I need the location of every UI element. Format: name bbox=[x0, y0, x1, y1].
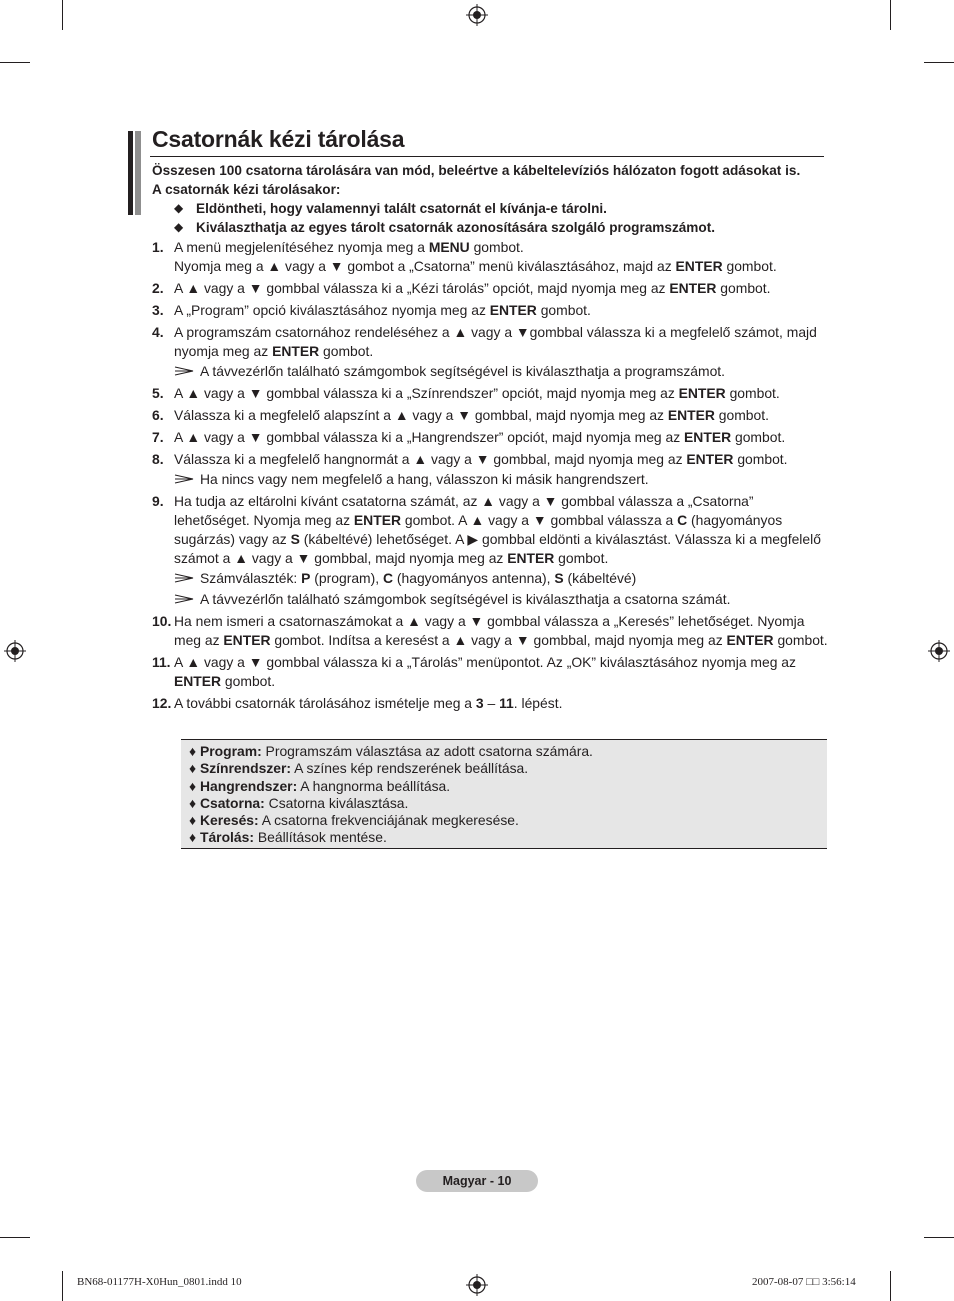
info-row: ♦ Hangrendszer: A hangnorma beállítása. bbox=[189, 777, 451, 794]
step-4: 4. A programszám csatornához rendeléséhez a ▲ vagy a ▼gombbal válassza ki a megfelelő számot, majd nyomja meg az ENTER gombot. bbox=[152, 324, 817, 359]
info-row: ♦ Program: Programszám választása az adott csatorna számára. bbox=[189, 743, 593, 759]
step-12: 12. A további csatornák tárolásához ismételje meg a 3 – 11. lépést. bbox=[152, 695, 563, 711]
registration-mark-icon bbox=[466, 4, 488, 26]
info-row: ♦ Tárolás: Beállítások mentése. bbox=[189, 829, 387, 846]
step-7: 7. A ▲ vagy a ▼ gombbal válassza ki a „Hangrendszer” opciót, majd nyomja meg az ENTER gombot. bbox=[152, 429, 786, 445]
registration-mark-icon bbox=[466, 1274, 488, 1296]
note-arrow-icon bbox=[174, 470, 200, 489]
note-arrow-icon bbox=[174, 590, 200, 609]
note: Ha nincs vagy nem megfelelő a hang, válasszon ki másik hangrendszert. bbox=[152, 470, 832, 489]
note: Számválaszték: P (program), C (hagyományos antenna), S (kábeltévé) bbox=[152, 569, 832, 588]
title-divider bbox=[150, 156, 824, 157]
info-row: ♦ Keresés: A csatorna frekvenciájának megkeresése. bbox=[189, 812, 519, 829]
diamond-bullet-icon: ◆ bbox=[174, 220, 184, 234]
diamond-bullet-icon: ♦ bbox=[189, 777, 197, 794]
step-11: 11. A ▲ vagy a ▼ gombbal válassza ki a „Tárolás” menüpontot. Az „OK” kiválasztásához nyomja meg az ENTER gombot. bbox=[152, 654, 796, 689]
menu-options-summary bbox=[181, 739, 827, 849]
diamond-bullet-icon: ♦ bbox=[189, 794, 197, 811]
registration-mark-icon bbox=[928, 640, 950, 662]
step-list bbox=[152, 238, 832, 716]
step-8: 8. Válassza ki a megfelelő hangnormát a ▲ vagy a ▼ gombbal, majd nyomja meg az ENTER gombot. bbox=[152, 451, 788, 467]
intro-bullet: ◆ Eldöntheti, hogy valamennyi talált csatornát el kívánja-e tárolni. bbox=[174, 201, 607, 216]
registration-mark-icon bbox=[4, 640, 26, 662]
diamond-bullet-icon: ♦ bbox=[189, 743, 197, 759]
intro-text: Összesen 100 csatorna tárolására van mód, beleértve a kábeltelevíziós hálózaton fogott adásokat is. A csatornák kézi tárolásakor: bbox=[152, 163, 801, 197]
intro-bullet: ◆ Kiválaszthatja az egyes tárolt csatornák azonosítására szolgáló programszámot. bbox=[174, 220, 716, 235]
note: A távvezérlőn található számgombok segítségével is kiválaszthatja a programszámot. bbox=[152, 362, 832, 381]
info-row: ♦ Színrendszer: A színes kép rendszerének beállítása. bbox=[189, 760, 529, 777]
note-arrow-icon bbox=[174, 362, 200, 381]
step-3: 3. A „Program” opció kiválasztásához nyomja meg az ENTER gombot. bbox=[152, 302, 591, 318]
diamond-bullet-icon: ♦ bbox=[189, 829, 197, 846]
diamond-bullet-icon: ◆ bbox=[174, 201, 184, 215]
crop-mark bbox=[0, 62, 30, 63]
step-2: 2. A ▲ vagy a ▼ gombbal válassza ki a „Kézi tárolás” opciót, majd nyomja meg az ENTER gombot. bbox=[152, 280, 771, 296]
crop-mark bbox=[890, 1271, 891, 1301]
intro-bullet-list bbox=[174, 199, 824, 237]
step-6: 6. Válassza ki a megfelelő alapszínt a ▲ vagy a ▼ gombbal, majd nyomja meg az ENTER gombot. bbox=[152, 407, 769, 423]
crop-mark bbox=[62, 1271, 63, 1301]
info-row: ♦ Csatorna: Csatorna kiválasztása. bbox=[189, 794, 409, 811]
note: A távvezérlőn található számgombok segítségével is kiválaszthatja a csatorna számát. bbox=[152, 590, 832, 609]
step-10: 10. Ha nem ismeri a csatornaszámokat a ▲ vagy a ▼ gombbal válassza a „Keresés” lehetőséget. Nyomja meg az ENTER gombot. Indítsa a keresést a ▲ vagy a ▼ gombbal, majd nyomja meg az ENTER gombot. bbox=[152, 613, 828, 648]
page-number-badge: Magyar - 10 bbox=[416, 1170, 538, 1192]
crop-mark bbox=[0, 1237, 30, 1238]
note-arrow-icon bbox=[174, 569, 200, 588]
step-9: 9. Ha tudja az eltárolni kívánt csatatorna számát, az ▲ vagy a ▼ gombbal válassza a „Csatorna” lehetőséget. Nyomja meg az ENTER gombot. A ▲ vagy a ▼ gombbal válassza a C (hagyományos sugárzás) vagy az S (kábeltévé) lehetőséget. A ▶ gombbal eldönti a kiválasztást. Válassza ki a megfelelő számot a ▲ vagy a ▼ gombbal, majd nyomja meg az ENTER gombot. bbox=[152, 493, 821, 566]
crop-mark bbox=[924, 62, 954, 63]
crop-mark bbox=[924, 1237, 954, 1238]
crop-mark bbox=[62, 0, 63, 30]
title-side-bar bbox=[128, 131, 144, 215]
step-5: 5. A ▲ vagy a ▼ gombbal válassza ki a „Színrendszer” opciót, majd nyomja meg az ENTER gombot. bbox=[152, 385, 780, 401]
diamond-bullet-icon: ♦ bbox=[189, 760, 197, 777]
print-date-info: 2007-08-07 □□ 3:56:14 bbox=[752, 1276, 856, 1288]
step-1: 1. A menü megjelenítéséhez nyomja meg a MENU gombot. Nyomja meg a ▲ vagy a ▼ gombot a „Csatorna” menü kiválasztásához, majd az ENTER gombot. bbox=[152, 239, 777, 274]
print-file-info: BN68-01177H-X0Hun_0801.indd 10 bbox=[77, 1276, 242, 1288]
diamond-bullet-icon: ♦ bbox=[189, 812, 197, 829]
crop-mark bbox=[890, 0, 891, 30]
page-title: Csatornák kézi tárolása bbox=[152, 126, 405, 152]
